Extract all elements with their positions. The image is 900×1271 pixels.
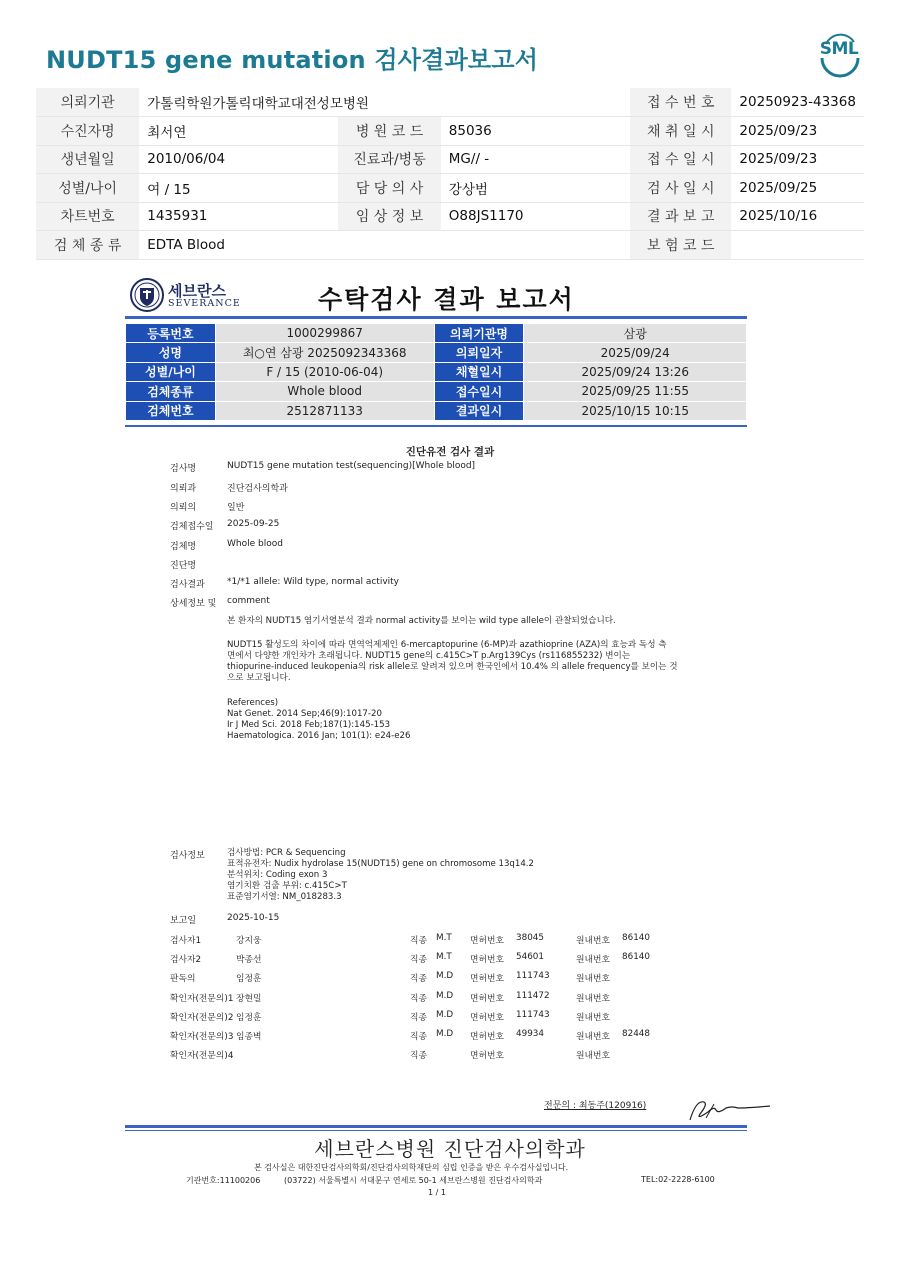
field-value: NUDT15 gene mutation test(sequencing)[Whole blood] (227, 461, 476, 471)
staff-license-label: 면허번호 (470, 936, 504, 946)
staff-job-label: 직종 (410, 1013, 427, 1023)
field-value: 일반 (227, 503, 245, 513)
info-label: 접 수 일 시 (630, 145, 731, 174)
info-value: 여 / 15 (139, 174, 338, 203)
info-label: 접 수 번 호 (630, 88, 731, 117)
staff-role: 확인자(전문의)1 (170, 994, 234, 1004)
info-label: 생년월일 (36, 145, 139, 174)
result-value: *1/*1 allele: Wild type, normal activity (227, 577, 400, 587)
staff-job: M.T (436, 933, 452, 943)
staff-emp-label: 원내번호 (576, 974, 610, 984)
staff-job: M.D (436, 1010, 454, 1020)
footer-department: 세브란스병원 진단검사의학과 (314, 1137, 586, 1161)
info-row (36, 231, 864, 260)
field-label: 진단명 (170, 561, 197, 571)
staff-job: M.D (436, 1029, 454, 1039)
patient-row (126, 343, 747, 362)
field-label: 검체접수일 (170, 522, 214, 532)
info-value: 2025/09/23 (731, 117, 864, 146)
staff-role: 검사자2 (170, 955, 202, 965)
staff-license-label: 면허번호 (470, 955, 504, 965)
field-label: 검사명 (170, 464, 197, 474)
patient-row (126, 362, 747, 381)
staff-license-label: 면허번호 (470, 1013, 504, 1023)
staff-license-label: 면허번호 (470, 974, 504, 984)
staff-emp-label: 원내번호 (576, 1013, 610, 1023)
patient-value: 2512871133 (215, 401, 434, 420)
field-label: 상세정보 및 (170, 599, 217, 609)
patient-row (126, 401, 747, 420)
staff-name: 장현밀 (236, 994, 262, 1004)
referral-report-title: 수탁검사 결과 보고서 (318, 285, 575, 314)
staff-emp: 82448 (622, 1029, 650, 1039)
sml-logo (814, 28, 864, 78)
staff-role: 판독의 (170, 974, 196, 984)
section-heading: 진단유전 검사 결과 (405, 446, 495, 458)
staff-emp: 86140 (622, 952, 650, 962)
footer-address: (03722) 서울특별시 서대문구 연세로 50-1 세브란스병원 진단검사의학과 (284, 1176, 543, 1185)
staff-license: 111743 (516, 1010, 550, 1020)
staff-emp-label: 원내번호 (576, 1032, 610, 1042)
staff-job-label: 직종 (410, 974, 427, 984)
info-label: 병 원 코 드 (338, 117, 440, 146)
info-label: 차트번호 (36, 202, 139, 231)
comment-line: NUDT15 활성도의 차이에 따라 면역억제제인 6-mercaptopurine (6-MP)과 azathioprine (AZA)의 효능과 독성 측 (227, 640, 667, 650)
staff-job-label: 직종 (410, 994, 427, 1004)
test-info-line: 분석위치: Coding exon 3 (227, 870, 328, 880)
patient-label: 의뢰기관명 (434, 324, 524, 343)
order-info-table (36, 88, 864, 260)
patient-label: 검체종류 (126, 382, 216, 401)
staff-emp: 86140 (622, 933, 650, 943)
info-value: 강상범 (441, 174, 630, 203)
info-label: 보 험 코 드 (630, 231, 731, 260)
info-value: EDTA Blood (139, 231, 630, 260)
patient-label: 성별/나이 (126, 362, 216, 381)
patient-value: 최○연 삼광 2025092343368 (215, 343, 434, 362)
staff-emp-label: 원내번호 (576, 955, 610, 965)
severance-name: 세브란스 (168, 282, 226, 300)
field-label: 의뢰의 (170, 503, 197, 513)
severance-name-en: SEVERANCE (168, 298, 241, 309)
reference-line: Ir J Med Sci. 2018 Feb;187(1):145-153 (227, 720, 391, 730)
patient-value: F / 15 (2010-06-04) (215, 362, 434, 381)
info-row (36, 88, 864, 117)
staff-license: 111743 (516, 971, 550, 981)
staff-job: M.D (436, 991, 454, 1001)
patient-value: 2025/09/25 11:55 (524, 382, 747, 401)
field-label: 의뢰과 (170, 484, 197, 494)
staff-emp-label: 원내번호 (576, 1051, 610, 1061)
staff-license-label: 면허번호 (470, 1032, 504, 1042)
patient-value: 2025/10/15 10:15 (524, 401, 747, 420)
info-row (36, 117, 864, 146)
staff-role: 확인자(전문의)2 (170, 1013, 234, 1023)
staff-name: 강지웅 (236, 936, 262, 946)
reference-line: Nat Genet. 2014 Sep;46(9):1017-20 (227, 709, 382, 719)
patient-label: 채혈일시 (434, 362, 524, 381)
field-label: 검사정보 (170, 851, 205, 861)
staff-license-label: 면허번호 (470, 994, 504, 1004)
patient-label: 성명 (126, 343, 216, 362)
staff-role: 확인자(전문의)4 (170, 1051, 234, 1061)
info-label: 임 상 정 보 (338, 202, 440, 231)
patient-label: 접수일시 (434, 382, 524, 401)
info-value: 85036 (441, 117, 630, 146)
patient-row (126, 324, 747, 343)
page-number: 1 / 1 (428, 1188, 446, 1197)
test-info-line: 표준염기서열: NM_018283.3 (227, 892, 342, 902)
staff-name: 임정훈 (236, 1013, 262, 1023)
info-row (36, 202, 864, 231)
staff-license-label: 면허번호 (470, 1051, 504, 1061)
info-value: 2025/09/23 (731, 145, 864, 174)
field-value: 2025-10-15 (227, 913, 280, 923)
test-info-line: 염기치환 검출 부위: c.415C>T (227, 881, 347, 891)
staff-license: 38045 (516, 933, 544, 943)
staff-job-label: 직종 (410, 955, 427, 965)
patient-row (126, 382, 747, 401)
patient-value: 2025/09/24 (524, 343, 747, 362)
staff-license: 54601 (516, 952, 544, 962)
divider (125, 425, 747, 427)
staff-license: 111472 (516, 991, 550, 1001)
staff-job-label: 직종 (410, 1032, 427, 1042)
patient-value: 1000299867 (215, 324, 434, 343)
staff-job-label: 직종 (410, 1051, 427, 1061)
info-value: 1435931 (139, 202, 338, 231)
info-label: 담 당 의 사 (338, 174, 440, 203)
info-value: 가톨릭학원가톨릭대학교대전성모병원 (139, 88, 630, 117)
patient-label: 결과일시 (434, 401, 524, 420)
info-value: O88JS1170 (441, 202, 630, 231)
severance-shield-icon (130, 278, 164, 312)
staff-job: M.D (436, 971, 454, 981)
patient-value: Whole blood (215, 382, 434, 401)
info-label: 채 취 일 시 (630, 117, 731, 146)
reference-line: References) (227, 698, 279, 708)
info-value: 2025/10/16 (731, 202, 864, 231)
divider (125, 1125, 747, 1128)
patient-value: 2025/09/24 13:26 (524, 362, 747, 381)
patient-table (125, 323, 747, 421)
staff-name: 박종선 (236, 955, 262, 965)
logo-text: SML (819, 39, 859, 59)
info-label: 성별/나이 (36, 174, 139, 203)
footer-certification: 본 검사실은 대한진단검사의학회/진단검사의학재단의 심립 인증을 받은 우수검사실입니다. (254, 1163, 569, 1172)
divider (125, 316, 747, 319)
test-info-line: 표적유전자: Nudix hydrolase 15(NUDT15) gene on chromosome 13q14.2 (227, 859, 534, 869)
info-value: 2010/06/04 (139, 145, 338, 174)
report-title: NUDT15 gene mutation 검사결과보고서 (46, 46, 539, 74)
specialist-signature-label: 전문의 : 최동주(120916) (544, 1101, 647, 1111)
comment-line: 면에서 다양한 개인차가 초래됩니다. NUDT15 gene의 c.415C>T p.Arg139Cys (rs116855232) 변이는 (227, 651, 631, 661)
field-value: comment (227, 596, 270, 606)
comment-line: thiopurine-induced leukopenia의 risk allele로 알려져 있으며 한국인에서 10.4% 의 allele frequency를 보이는 것 (227, 662, 678, 672)
staff-license: 49934 (516, 1029, 544, 1039)
staff-name: 임정훈 (236, 974, 262, 984)
test-info-line: 검사방법: PCR & Sequencing (227, 848, 346, 858)
comment-paragraph: 본 환자의 NUDT15 염기서열분석 결과 normal activity를 보이는 wild type allele이 관찰되었습니다. (227, 616, 616, 626)
comment-line: 으로 보고됩니다. (227, 673, 291, 683)
field-label: 보고일 (170, 916, 197, 926)
field-label: 검체명 (170, 542, 197, 552)
info-label: 수진자명 (36, 117, 139, 146)
field-value: Whole blood (227, 539, 283, 549)
info-value: 2025/09/25 (731, 174, 864, 203)
signature-image (686, 1094, 772, 1124)
staff-job: M.T (436, 952, 452, 962)
patient-label: 등록번호 (126, 324, 216, 343)
info-value: 최서연 (139, 117, 338, 146)
staff-name: 임종벽 (236, 1032, 262, 1042)
info-label: 결 과 보 고 (630, 202, 731, 231)
reference-line: Haematologica. 2016 Jan; 101(1): e24-e26 (227, 731, 411, 741)
info-label: 진료과/병동 (338, 145, 440, 174)
patient-label: 검체번호 (126, 401, 216, 420)
info-row (36, 174, 864, 203)
field-value: 2025-09-25 (227, 519, 280, 529)
info-value (731, 231, 864, 260)
info-label: 검 체 종 류 (36, 231, 139, 260)
info-label: 검 사 일 시 (630, 174, 731, 203)
info-value: 20250923-43368 (731, 88, 864, 117)
staff-job-label: 직종 (410, 936, 427, 946)
staff-role: 검사자1 (170, 936, 202, 946)
staff-emp-label: 원내번호 (576, 994, 610, 1004)
divider (125, 1130, 747, 1131)
field-value: 진단검사의학과 (227, 484, 288, 494)
patient-value: 삼광 (524, 324, 747, 343)
patient-label: 의뢰일자 (434, 343, 524, 362)
staff-role: 확인자(전문의)3 (170, 1032, 234, 1042)
field-label: 검사결과 (170, 580, 205, 590)
info-value: MG// - (441, 145, 630, 174)
info-label: 의뢰기관 (36, 88, 139, 117)
info-row (36, 145, 864, 174)
staff-emp-label: 원내번호 (576, 936, 610, 946)
footer-institution-number: 기관번호:11100206 (186, 1176, 261, 1185)
footer-tel: TEL:02-2228-6100 (641, 1175, 715, 1184)
